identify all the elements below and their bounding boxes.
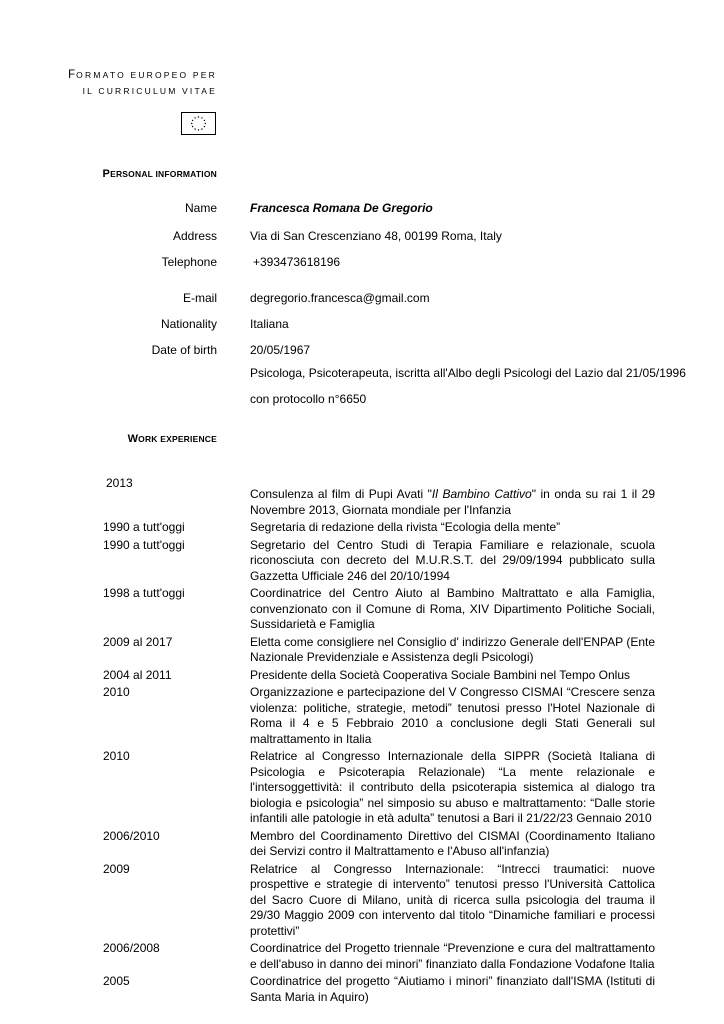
work-entry bbox=[0, 538, 724, 585]
section-personal-information: PERSONAL INFORMATION bbox=[102, 168, 217, 180]
dob-value: 20/05/1967 bbox=[250, 343, 311, 357]
work-entry-description: Eletta come consigliere nel Consiglio d' indirizzo Generale dell'ENPAP (Ente Nazionale Previdenziale e Assistenza degli Psicologi) bbox=[250, 634, 655, 664]
email-label: E-mail bbox=[182, 291, 217, 305]
work-entry bbox=[0, 487, 724, 518]
work-entry bbox=[0, 668, 724, 684]
telephone-label: Telephone bbox=[161, 255, 217, 269]
work-entry-year: 2006/2008 bbox=[103, 941, 160, 955]
telephone-value: +393473618196 bbox=[253, 255, 341, 269]
work-entry-description: Relatrice al Congresso Internazionale: “Intrecci traumatici: nuove prospettive e strategie di intervento” tenutosi presso l'Università Cattolica del Sacro Cuore di Milano, unità di ricerca sulla psicologia del trauma il 29/30 Maggio 2009 con intervento dal titolo “Dinamiche familiari e processi protettivi” bbox=[250, 861, 655, 938]
work-entry-description: Membro del Coordinamento Direttivo del CISMAI (Coordinamento Italiano dei Servizi contro il Maltrattamento e l'Abuso all'infanzia) bbox=[250, 828, 655, 858]
work-entry-year: 1998 a tutt'oggi bbox=[103, 586, 185, 600]
work-entry bbox=[0, 829, 724, 860]
work-entry-year: 1990 a tutt'oggi bbox=[103, 520, 185, 534]
work-entry-year: 1990 a tutt'oggi bbox=[103, 537, 185, 552]
address-value: Via di San Crescenziano 48, 00199 Roma, Italy bbox=[250, 229, 502, 243]
work-entry-year: 2010 bbox=[103, 685, 130, 699]
work-entry bbox=[0, 862, 724, 940]
work-entry-year: 2005 bbox=[103, 974, 130, 988]
work-entry-year: 2009 al 2017 bbox=[103, 634, 173, 649]
work-entry bbox=[0, 635, 724, 666]
name-value: Francesca Romana De Gregorio bbox=[250, 201, 433, 215]
work-entry bbox=[0, 749, 724, 827]
nationality-value: Italiana bbox=[250, 317, 289, 331]
work-entry bbox=[0, 586, 724, 633]
cv-title-line1: FORMATO EUROPEO PER bbox=[68, 69, 217, 81]
address-label: Address bbox=[172, 229, 217, 243]
work-entry-description: Coordinatrice del progetto “Aiutiamo i minori” finanziato dall'ISMA (Istituti di Santa Maria in Aquiro) bbox=[250, 974, 655, 1004]
name-label: Name bbox=[184, 201, 217, 215]
work-entry-description: Coordinatrice del Centro Aiuto al Bambino Maltrattato e alla Famiglia, convenzionato con il Comune di Roma, XIV Dipartimento Politiche Sociali, Sussidarietà e Famiglia bbox=[250, 586, 655, 631]
first-year-label: 2013 bbox=[106, 476, 133, 490]
registration-note-line2: con protocollo n°6650 bbox=[250, 392, 367, 406]
film-title: Il Bambino Cattivo bbox=[431, 487, 532, 501]
eu-flag-icon bbox=[181, 112, 216, 135]
work-entry bbox=[0, 685, 724, 747]
work-entry-description: Segretaria di redazione della rivista “Ecologia della mente” bbox=[250, 520, 561, 534]
registration-note-line1: Psicologa, Psicoterapeuta, iscritta all'Albo degli Psicologi del Lazio dal 21/05/1996 bbox=[250, 366, 686, 380]
work-entry bbox=[0, 520, 724, 536]
work-experience-list bbox=[0, 487, 724, 1007]
work-entry-year: 2009 bbox=[103, 861, 130, 876]
section-work-experience: WORK EXPERIENCE bbox=[127, 433, 217, 445]
work-entry-description: Organizzazione e partecipazione del V Congresso CISMAI “Crescere senza violenza: politiche, strategie, metodi” tenutosi presso l'Hotel Nazionale di Roma il 4 e 5 Febbraio 2010 a conclusione degli Stati Generali sul maltrattamento in Italia bbox=[250, 685, 655, 746]
work-entry-description: Coordinatrice del Progetto triennale “Prevenzione e cura del maltrattamento e dell'abuso in danno dei minori” finanziato dalla Fondazione Vodafone Italia bbox=[250, 941, 655, 971]
work-entry bbox=[0, 974, 724, 1005]
dob-label: Date of birth bbox=[151, 343, 217, 357]
work-entry-description: Relatrice al Congresso Internazionale della SIPPR (Società Italiana di Psicologia e Psicoterapia Relazionale) “La mente relazionale e l'intersoggettività: il contributo della psicoterapia sistemica al dialogo tra biologia e psicologia” nel simposio su abuso e maltrattamento: “Dalle storie infantili alle patologie in età adulta” tenutosi a Bari il 21/22/23 Gennaio 2010 bbox=[250, 749, 655, 825]
work-entry-year: 2010 bbox=[103, 749, 130, 763]
work-entry-year: 2006/2010 bbox=[103, 828, 160, 843]
work-entry-description: Segretario del Centro Studi di Terapia Familiare e relazionale, scuola riconosciuta con decreto del M.U.R.S.T. del 29/09/1994 pubblicato sulla Gazzetta Ufficiale 246 del 20/10/1994 bbox=[250, 537, 655, 583]
cv-title-line2: IL CURRICULUM VITAE bbox=[82, 86, 217, 96]
work-entry bbox=[0, 941, 724, 972]
work-entry-description: Presidente della Società Cooperativa Sociale Bambini nel Tempo Onlus bbox=[250, 667, 630, 682]
work-entry-year: 2004 al 2011 bbox=[103, 667, 172, 682]
nationality-label: Nationality bbox=[160, 317, 217, 331]
email-value: degregorio.francesca@gmail.com bbox=[250, 291, 430, 305]
work-entry-description: Consulenza al film di Pupi Avati "Il Bambino Cattivo" in onda su rai 1 il 29 Novembre 2013, Giornata mondiale per l'Infanzia bbox=[250, 487, 655, 517]
